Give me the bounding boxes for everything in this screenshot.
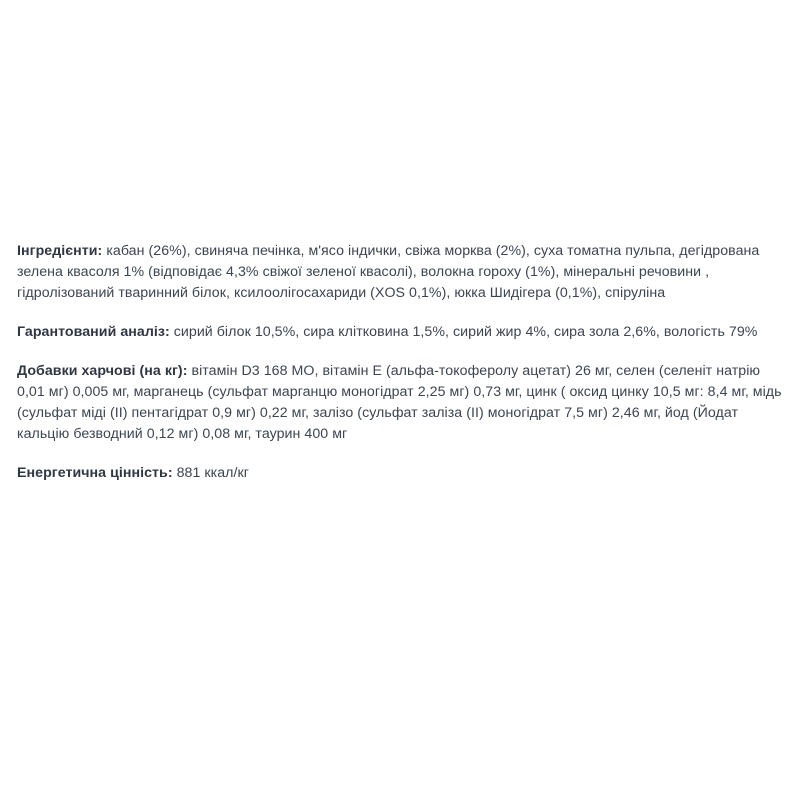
ingredients-label: Інгредієнти:: [17, 243, 103, 259]
product-description: [17, 241, 787, 502]
additives-paragraph: [17, 361, 787, 445]
ingredients-paragraph: [17, 241, 787, 304]
guaranteed-analysis-label: Гарантований аналіз:: [17, 324, 170, 340]
energy-value-text: 881 ккал/кг: [172, 465, 249, 481]
guaranteed-analysis-paragraph: [17, 322, 787, 343]
ingredients-text: кабан (26%), свиняча печінка, м'ясо індички, свіжа морква (2%), суха томатна пульпа, дегідрована зелена квасоля 1% (відповідає 4,3% свіжої зеленої квасолі), волокна гороху (1%), мінеральні речовини , гідролізований тваринний білок, ксилоолігосахариди (XOS 0,1%), юкка Шидігера (0,1%), спіруліна: [17, 243, 760, 301]
energy-value-paragraph: [17, 463, 787, 484]
energy-value-label: Енергетична цінність:: [17, 465, 173, 481]
guaranteed-analysis-text: сирий білок 10,5%, сира клітковина 1,5%, сирий жир 4%, сира зола 2,6%, вологість 79%: [169, 324, 758, 340]
additives-label: Добавки харчові (на кг):: [17, 363, 188, 379]
additives-text: вітамін D3 168 МО, вітамін Е (альфа-токоферолу ацетат) 26 мг, селен (селеніт натрію 0,01 мг) 0,005 мг, марганець (сульфат марганцю моногідрат 2,25 мг) 0,73 мг, цинк ( оксид цинку 10,5 мг: 8,4 мг, мідь (сульфат міді (II) пентагідрат 0,9 мг) 0,22 мг, залізо (сульфат заліза (II) моногідрат 7,5 мг) 2,46 мг, йод (Йодат кальцію безводний 0,12 мг) 0,08 мг, таурин 400 мг: [17, 363, 782, 442]
